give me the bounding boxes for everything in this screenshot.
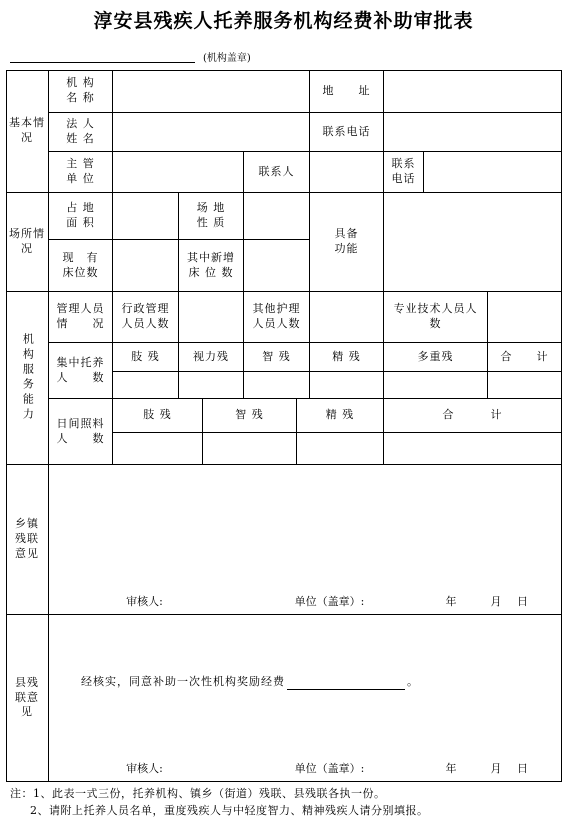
col-multiple: 多重残 xyxy=(384,343,488,372)
day-col-total: 合 计 xyxy=(384,399,562,433)
org-name-cell[interactable] xyxy=(113,70,310,113)
county-year-label: 年 xyxy=(445,762,457,776)
site-nature-label: 场 地 性 质 xyxy=(179,193,244,240)
centralized-visual-cell[interactable] xyxy=(179,372,244,399)
day-care-label: 日间照料 人 数 xyxy=(49,399,113,465)
professional-cell[interactable] xyxy=(488,292,562,343)
contact-phone-label: 联系电话 xyxy=(310,113,384,152)
county-opinion-cell[interactable] xyxy=(49,615,562,782)
town-opinion-cell[interactable] xyxy=(49,465,562,615)
day-total-cell[interactable] xyxy=(384,433,562,465)
col-visual: 视力残 xyxy=(179,343,244,372)
centralized-total-cell[interactable] xyxy=(488,372,562,399)
address-label: 地 址 xyxy=(310,70,384,113)
section-site-label: 场所情况 xyxy=(6,193,49,292)
org-name-label: 机 构 名 称 xyxy=(49,70,113,113)
county-reviewer-label: 审核人: xyxy=(126,762,163,776)
subsidy-amount-blank[interactable] xyxy=(287,677,405,690)
contact-person-cell[interactable] xyxy=(310,152,384,193)
current-beds-cell[interactable] xyxy=(113,240,179,292)
form-title: 淳安县残疾人托养服务机构经费补助审批表 xyxy=(93,10,474,32)
contact-phone-cell[interactable] xyxy=(384,113,562,152)
floor-area-label: 占 地 面 积 xyxy=(49,193,113,240)
col-intellectual: 智 残 xyxy=(244,343,310,372)
current-beds-label: 现 有 床位数 xyxy=(49,240,113,292)
town-day-label: 日 xyxy=(517,595,528,609)
day-mental-cell[interactable] xyxy=(297,433,384,465)
county-approval-text: 经核实，同意补助一次性机构奖励经费 。 xyxy=(81,675,419,688)
centralized-multiple-cell[interactable] xyxy=(384,372,488,399)
day-limb-cell[interactable] xyxy=(113,433,203,465)
county-month-label: 月 xyxy=(490,762,502,776)
county-unit-seal-label: 单位（盖章）: xyxy=(294,762,365,776)
seal-label: (机构盖章) xyxy=(203,53,251,64)
day-intellectual-cell[interactable] xyxy=(203,433,297,465)
supervisor-label: 主 管 单 位 xyxy=(49,152,113,193)
col-limb: 肢 残 xyxy=(113,343,179,372)
centralized-label: 集中托养 人 数 xyxy=(49,343,113,399)
county-signature-row xyxy=(49,747,561,777)
footnotes xyxy=(10,785,429,819)
section-county-label: 县残联意见 xyxy=(6,615,49,782)
site-nature-cell[interactable] xyxy=(244,193,310,240)
day-col-limb: 肢 残 xyxy=(113,399,203,433)
town-signature-row xyxy=(49,580,561,610)
town-year-label: 年 xyxy=(445,595,457,609)
town-unit-seal-label: 单位（盖章）: xyxy=(294,595,365,609)
note-2: 2、请附上托养人员名单，重度残疾人与中轻度智力、精神残疾人请分别填报。 xyxy=(30,804,429,817)
col-mental: 精 残 xyxy=(310,343,384,372)
section-basic-label: 基本情况 xyxy=(6,70,49,193)
day-col-mental: 精 残 xyxy=(297,399,384,433)
contact-person-label: 联系人 xyxy=(244,152,310,193)
floor-area-cell[interactable] xyxy=(113,193,179,240)
county-day-label: 日 xyxy=(517,762,528,776)
other-nursing-label: 其他护理 人员人数 xyxy=(244,292,310,343)
professional-label: 专业技术人员人 数 xyxy=(384,292,488,343)
contact-phone2-cell[interactable] xyxy=(424,152,562,193)
functions-label: 具备 功能 xyxy=(310,193,384,292)
supervisor-cell[interactable] xyxy=(113,152,244,193)
managers-label: 管理人员 情 况 xyxy=(49,292,113,343)
town-reviewer-label: 审核人: xyxy=(126,595,163,609)
org-name-blank-line[interactable] xyxy=(10,62,195,63)
legal-person-label: 法 人 姓 名 xyxy=(49,113,113,152)
section-town-label: 乡镇残联意见 xyxy=(6,465,49,615)
new-beds-label: 其中新增 床 位 数 xyxy=(179,240,244,292)
centralized-intellectual-cell[interactable] xyxy=(244,372,310,399)
centralized-mental-cell[interactable] xyxy=(310,372,384,399)
contact-phone2-label: 联系 电话 xyxy=(384,152,424,193)
admin-staff-cell[interactable] xyxy=(179,292,244,343)
centralized-limb-cell[interactable] xyxy=(113,372,179,399)
town-month-label: 月 xyxy=(490,595,502,609)
address-cell[interactable] xyxy=(384,70,562,113)
admin-staff-label: 行政管理 人员人数 xyxy=(113,292,179,343)
legal-person-cell[interactable] xyxy=(113,113,310,152)
note-1: 注：1、此表一式三份，托养机构、镇乡（街道）残联、县残联各执一份。 xyxy=(10,787,386,800)
other-nursing-cell[interactable] xyxy=(310,292,384,343)
section-capacity-label: 机构服务能力 xyxy=(6,292,49,465)
functions-cell[interactable] xyxy=(384,193,562,292)
col-total: 合 计 xyxy=(488,343,562,372)
new-beds-cell[interactable] xyxy=(244,240,310,292)
day-col-intellectual: 智 残 xyxy=(203,399,297,433)
